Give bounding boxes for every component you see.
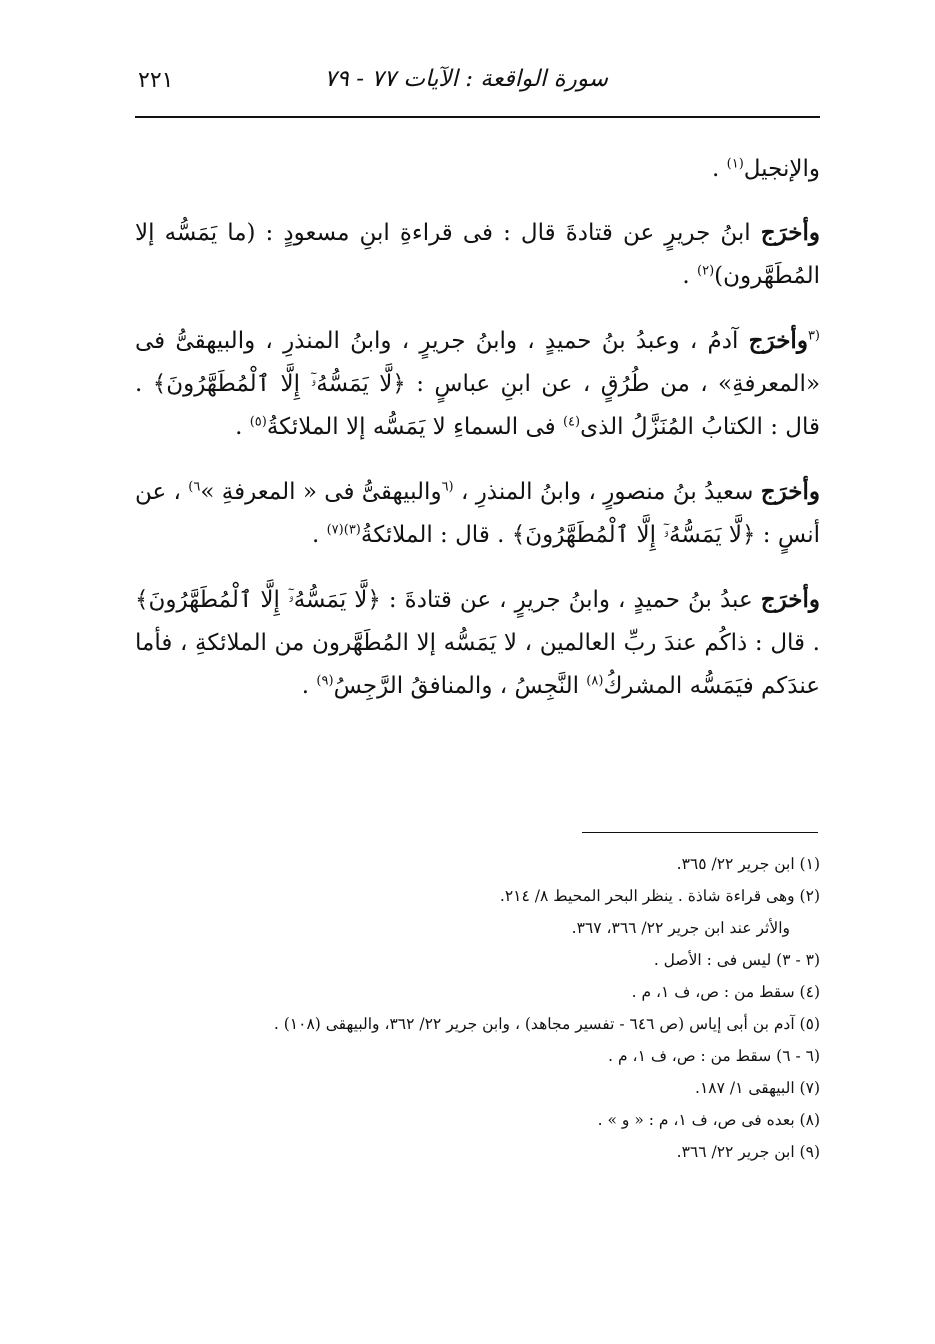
page-header <box>138 62 818 102</box>
paragraph-text: عبدُ بنُ حميدٍ ، وابنُ جريرٍ ، عن قتادةَ : <box>380 587 761 613</box>
footnote-3: (٣ - ٣) ليس فى : الأصل . <box>653 951 820 969</box>
quran-verse: ﴿لَّا يَمَسُّهُۥٓ إِلَّا ٱلْمُطَهَّرُونَ﴾ <box>152 371 406 397</box>
footnote-marker: (٨) <box>586 673 604 689</box>
paragraph-text: . قال : الملائكةُ <box>360 522 512 548</box>
page-number: ٢٢١ <box>138 68 174 93</box>
footnote-marker: (٥) <box>249 414 267 430</box>
paragraph-tail: . <box>712 156 727 182</box>
paragraph-text: . قال : الكتابُ المُنَزَّلُ الذى <box>135 371 820 440</box>
paragraph-2 <box>135 211 820 298</box>
footnote-5: (٥) آدم بن أبى إياس (ص ٦٤٦ - تفسير مجاهد) ، وابن جرير ٢٢/ ٣٦٢، والبيهقى (١٠٨) . <box>273 1015 820 1033</box>
paragraph-tail: . <box>301 673 317 699</box>
footnote-7: (٧) البيهقى ١/ ١٨٧. <box>695 1079 820 1097</box>
paragraph-lead: وأخرَج <box>760 219 820 246</box>
footnote-2-continued: والأثر عند ابن جرير ٢٢/ ٣٦٦، ٣٦٧. <box>571 919 790 937</box>
footnote-rule <box>582 832 818 833</box>
paragraph-lead: وأخرَج <box>760 586 820 613</box>
quran-verse: ﴿لَّا يَمَسُّهُۥٓ إِلَّا ٱلْمُطَهَّرُونَ﴾ <box>135 587 381 613</box>
paragraph-text: النَّجِسُ ، والمنافقُ الرَّجِسُ <box>333 673 587 699</box>
footnotes <box>140 848 820 1168</box>
paragraph-text: سعيدُ بنُ منصورٍ ، وابنُ المنذرِ ، <box>453 479 761 505</box>
paragraph-text: آدمُ ، وعبدُ بنُ حميدٍ ، وابنُ جريرٍ ، وابنُ المنذرِ ، والبيهقىُّ فى «المعرفةِ» ، من طُرُقٍ ، عن ابنِ عباسٍ : <box>135 328 821 397</box>
footnote-marker: (٩) <box>316 673 334 689</box>
quran-verse: ﴿لَّا يَمَسُّهُۥٓ إِلَّا ٱلْمُطَهَّرُونَ﴾ <box>511 522 756 548</box>
footnote-8: (٨) بعده فى ص، ف ١، م : « و » . <box>597 1111 820 1129</box>
paragraph-3 <box>135 319 820 449</box>
footnote-marker: (٤) <box>562 414 581 430</box>
paragraph-text: والبيهقىُّ فى « المعرفةِ » <box>200 479 442 505</box>
paragraph-lead: وأخرَج <box>748 327 808 354</box>
header-rule <box>135 116 820 118</box>
main-text <box>135 148 820 729</box>
footnote-4: (٤) سقط من : ص، ف ١، م . <box>631 983 820 1001</box>
paragraph-text: ابنُ جريرٍ عن قتادةَ قال : فى قراءةِ ابنِ مسعودٍ : (ما يَمَسُّه إلا المُطَهَّرون) <box>135 220 820 289</box>
paragraph-1 <box>135 148 820 191</box>
footnote-marker: (٣ <box>807 328 820 344</box>
footnote-9: (٩) ابن جرير ٢٢/ ٣٦٦. <box>676 1143 820 1161</box>
paragraph-text: ، عن أنسٍ : <box>135 479 820 548</box>
footnote-2: (٢) وهى قراءة شاذة . ينظر البحر المحيط ٨/ ٢١٤. <box>499 887 820 905</box>
paragraph-lead: وأخرَج <box>760 478 821 505</box>
footnote-1: (١) ابن جرير ٢٢/ ٣٦٥. <box>676 855 820 873</box>
paragraph-text: والإنجيل <box>743 156 820 182</box>
paragraph-text: . قال : ذاكُم عندَ ربِّ العالمين ، لا يَمَسُّه إلا المُطَهَّرون من الملائكةِ ، فأما عندَكم فيَمَسُّه المشركُ <box>135 630 820 699</box>
footnote-marker: (١) <box>726 156 744 172</box>
footnote-marker: (٦ <box>441 479 454 495</box>
running-title: سورة الواقعة : الآيات ٧٧ - ٧٩ <box>324 66 608 92</box>
paragraph-4 <box>135 470 820 557</box>
footnote-marker: (٣)(٧) <box>326 522 361 538</box>
footnote-marker: ٦) <box>188 479 201 495</box>
paragraph-tail: . <box>311 522 327 548</box>
paragraph-5 <box>135 578 820 708</box>
paragraph-tail: . <box>235 414 250 440</box>
footnote-marker: (٢) <box>697 263 715 279</box>
footnote-6: (٦ - ٦) سقط من : ص، ف ١، م . <box>608 1047 820 1065</box>
paragraph-tail: . <box>682 263 698 289</box>
paragraph-text: فى السماءِ لا يَمَسُّه إلا الملائكةُ <box>266 414 563 440</box>
